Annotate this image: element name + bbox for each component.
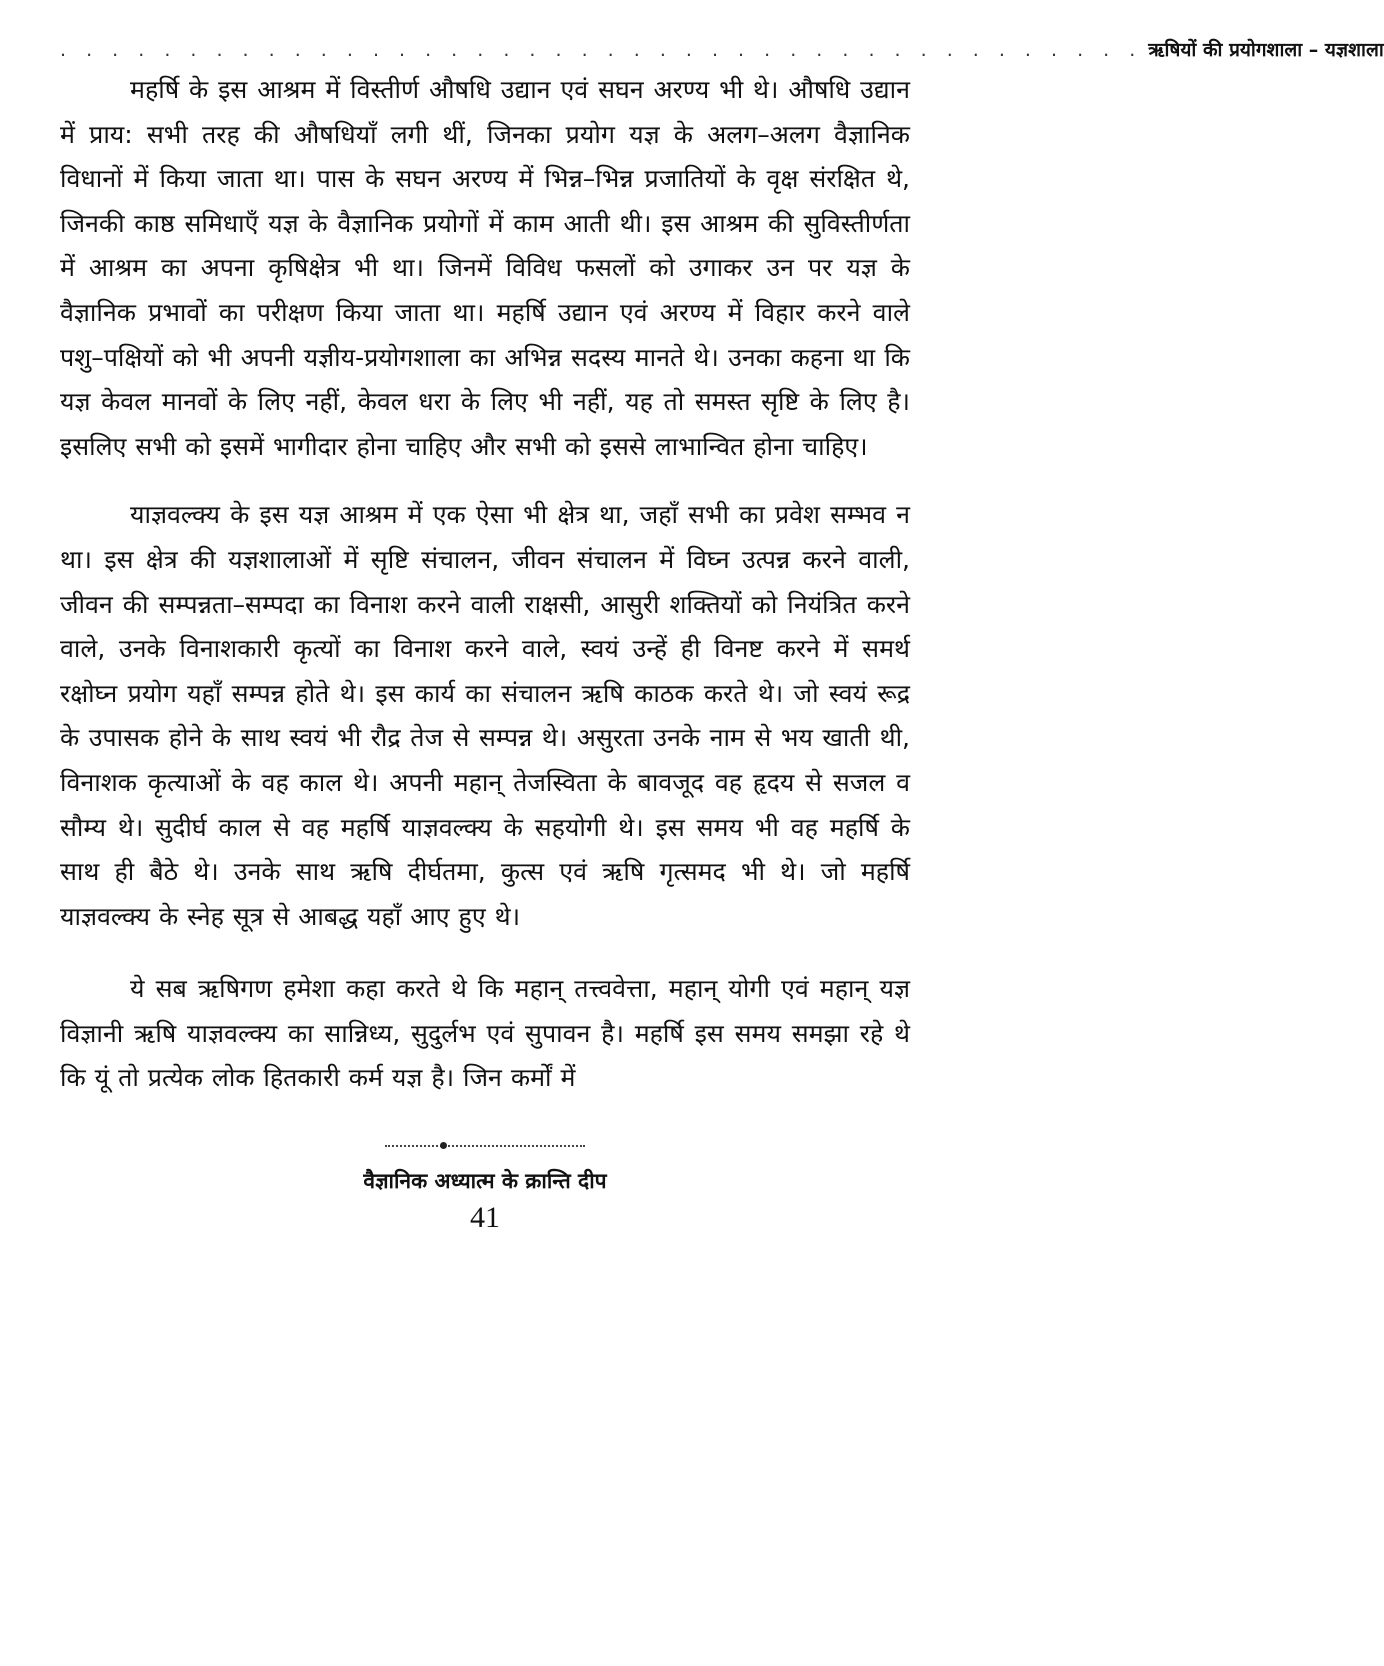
book-page bbox=[60, 36, 1384, 1235]
header-leader-dots: . . . . . . . . . . . . . . . . . . . . . . . . . . . . . . . . . . . . . . . . . . bbox=[60, 39, 1143, 61]
paragraph-3: ये सब ऋषिगण हमेशा कहा करते थे कि महान् तत्त्ववेत्ता, महान् योगी एवं महान् यज्ञ विज्ञानी ऋषि याज्ञवल्क्य का सान्निध्य, सुदुर्लभ एवं सुपावन है। महर्षि इस समय समझा रहे थे कि यूं तो प्रत्येक लोक हितकारी कर्म यज्ञ है। जिन कर्मों में bbox=[60, 974, 910, 1093]
paragraph-1: महर्षि के इस आश्रम में विस्तीर्ण औषधि उद्यान एवं सघन अरण्य भी थे। औषधि उद्यान में प्राय: सभी तरह की औषधियाँ लगी थीं, जिनका प्रयोग यज्ञ के अलग–अलग वैज्ञानिक विधानों में किया जाता था। पास के सघन अरण्य में भिन्न–भिन्न प्रजातियों के वृक्ष संरक्षित थे, जिनकी काष्ठ समिधाएँ यज्ञ के वैज्ञानिक प्रयोगों में काम आती थी। इस आश्रम की सुविस्तीर्णता में आश्रम का अपना कृषिक्षेत्र भी था। जिनमें विविध फसलों को उगाकर उन पर यज्ञ के वैज्ञानिक प्रभावों का परीक्षण किया जाता था। महर्षि उद्यान एवं अरण्य में विहार करने वाले पशु–पक्षियों को भी अपनी यज्ञीय-प्रयोगशाला का अभिन्न सदस्य मानते थे। उनका कहना था कि यज्ञ केवल मानवों के लिए नहीं, केवल धरा के लिए भी नहीं, यह तो समस्त सृष्टि के लिए है। इसलिए सभी को इसमें भागीदार होना चाहिए और सभी को इससे लाभान्वित होना चाहिए। bbox=[60, 75, 910, 461]
paragraph-2: याज्ञवल्क्य के इस यज्ञ आश्रम में एक ऐसा भी क्षेत्र था, जहाँ सभी का प्रवेश सम्भव न था। इस क्षेत्र की यज्ञशालाओं में सृष्टि संचालन, जीवन संचालन में विघ्न उत्पन्न करने वाली, जीवन की सम्पन्नता–सम्पदा का विनाश करने वाली राक्षसी, आसुरी शक्तियों को नियंत्रित करने वाले, उनके विनाशकारी कृत्यों का विनाश करने वाले, स्वयं उन्हें ही विनष्ट करने में समर्थ रक्षोघ्न प्रयोग यहाँ सम्पन्न होते थे। इस कार्य का संचालन ऋषि काठक करते थे। जो स्वयं रूद्र के उपासक होने के साथ स्वयं भी रौद्र तेज से सम्पन्न थे। असुरता उनके नाम से भय खाती थी, विनाशक कृत्याओं के वह काल थे। अपनी महान् तेजस्विता के बावजूद वह हृदय से सजल व सौम्य थे। सुदीर्घ काल से वह महर्षि याज्ञवल्क्य के सहयोगी थे। इस समय भी वह महर्षि के साथ ही बैठे थे। उनके साथ ऋषि दीर्घतमा, कुत्स एवं ऋषि गृत्समद भी थे। जो महर्षि याज्ञवल्क्य के स्नेह सूत्र से आबद्ध यहाँ आए हुए थे। bbox=[60, 500, 910, 931]
book-title: वैज्ञानिक अध्यात्म के क्रान्ति दीप bbox=[363, 1169, 607, 1194]
chapter-title: ऋषियों की प्रयोगशाला – यज्ञशाला bbox=[1148, 39, 1384, 61]
running-header bbox=[60, 36, 1384, 68]
divider-bullet bbox=[440, 1142, 447, 1149]
footer-divider bbox=[385, 1145, 585, 1147]
page-number: 41 bbox=[470, 1201, 500, 1235]
